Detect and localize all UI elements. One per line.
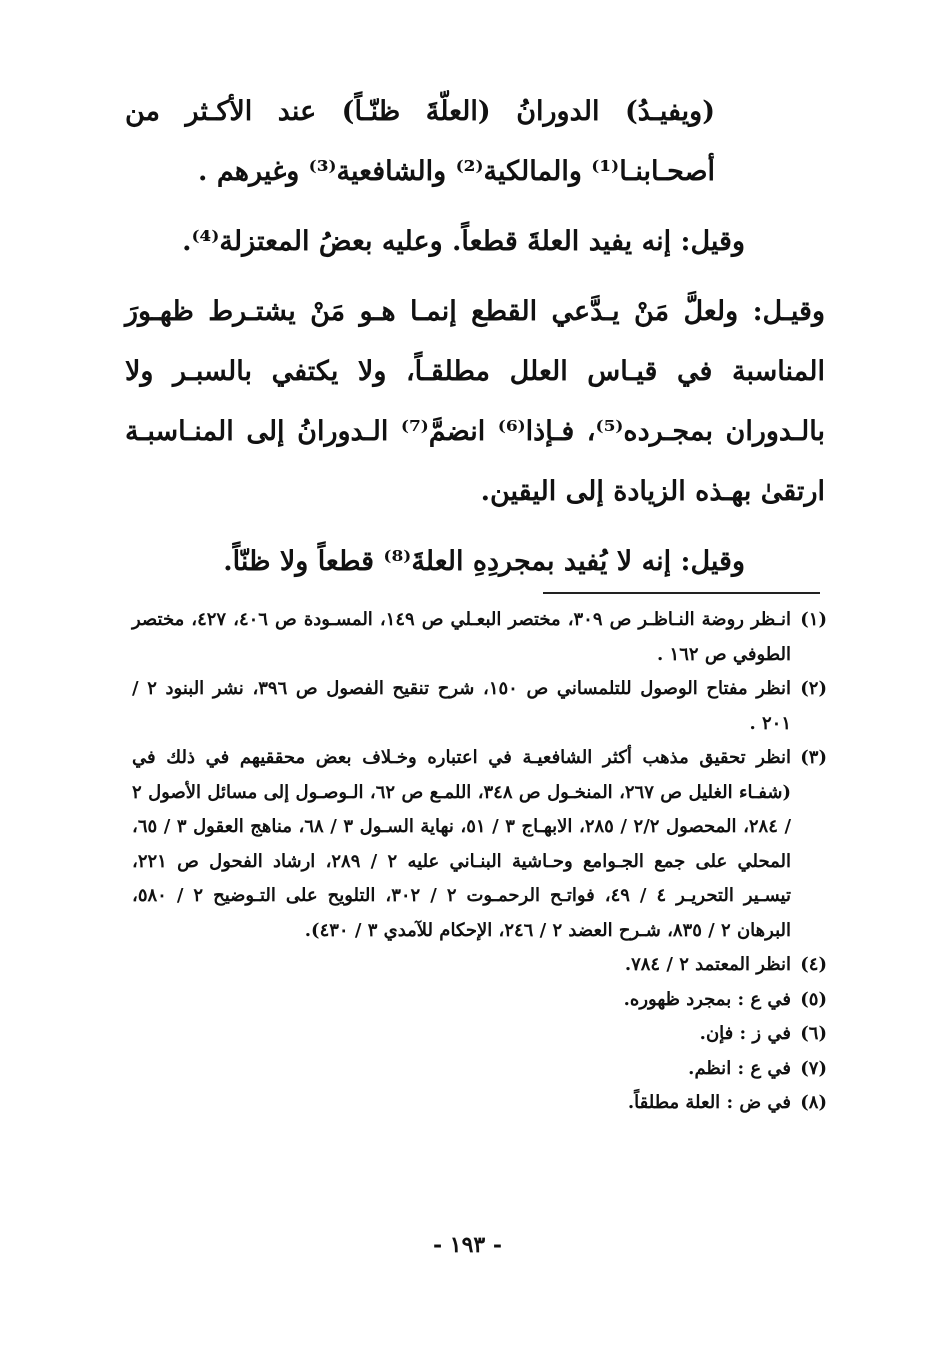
footnote-number: (٤): [800, 954, 827, 975]
footnote-8: [132, 1086, 827, 1121]
footnote-text: في ز : فإن.: [699, 1023, 791, 1044]
footnote-number: (٥): [800, 988, 827, 1010]
footnote-number: (٦): [800, 1023, 827, 1044]
footnote-text: انظر مفتاح الوصول للتلمساني ص ١٥٠، شرح تنقيح الفصول ص ٣٩٦، نشر البنود ٢ / ٢٠١ .: [132, 678, 791, 734]
footnote-text: انظر المعتمد ٢ / ٧٨٤.: [624, 954, 791, 975]
footnote-4: [132, 948, 827, 983]
footnote-text: في ض : العلة مطلقاً.: [627, 1092, 791, 1113]
footnote-text: في ع : انظم.: [688, 1057, 791, 1079]
footnote-number: (٣): [800, 747, 827, 768]
footnote-text: انـظر روضة النـاظـر ص ٣٠٩، مختصر البعـلي ص ١٤٩، المسـودة ص ٤٠٦، ٤٢٧، مختصر الطوفي ص ١٦٢ .: [132, 609, 791, 665]
main-text: [125, 82, 825, 602]
footnotes: [132, 603, 827, 1121]
footnote-text: في ع : بمجرد ظهوره.: [623, 988, 791, 1010]
paragraph-2: وقيل: إنه يفيد العلةَ قطعاً. وعليه بعضُ المعتزلة⁽⁴⁾.: [182, 226, 745, 257]
footnote-number: (٢): [800, 678, 827, 699]
footnote-number: (١): [800, 609, 827, 630]
paragraph-3: وقيـل: ولعلَّ مَنْ يـدَّعي القطع إنمـا هـو مَنْ يشتـرط ظهـورَ المناسبة في قيـاس العلل مطلقـاً، ولا يكتفي بالسبـر ولا بالـدوران بمجـرده⁽⁵⁾، فـإذا⁽⁶⁾ انضمَّ⁽⁷⁾ الـدورانُ إلى المنـاسبـة ارتقىٰ بهـذه الزيادة إلى اليقين.: [125, 296, 825, 507]
footnote-7: [132, 1052, 827, 1087]
paragraph-4: وقيل: إنه لا يُفيد بمجردِهِ العلةَ⁽⁸⁾ قطعاً ولا ظنّاً.: [223, 546, 745, 577]
footnote-number: (٨): [800, 1092, 827, 1113]
paragraph-1: (ويفيـدُ) الدورانُ (العلّةَ ظنّـاً) عند الأكـثر من أصحـابنـا⁽¹⁾ والمالكية⁽²⁾ والشافعية⁽³⁾ وغيرهم .: [125, 96, 715, 187]
footnote-5: [132, 983, 827, 1018]
footnote-1: [132, 603, 827, 672]
page-number: - ١٩٣ -: [432, 1232, 503, 1258]
footnote-separator: [543, 592, 820, 594]
footnote-6: [132, 1017, 827, 1052]
footnote-number: (٧): [800, 1057, 827, 1079]
footnote-2: [132, 672, 827, 741]
footnote-3: [132, 741, 827, 948]
footnote-text: انظر تحقيق مذهب أكثر الشافعيـة في اعتباره وخـلاف بعض محققيهم في ذلك في (شفـاء الغليل ص ٢٦٧، المنخـول ص ٣٤٨، اللمـع ص ٦٢، الـوصـول إلى مسائل الأصول ٢ / ٢٨٤، المحصول ٢/٢ / ٢٨٥، الابهـاج ٣ / ٥١، نهاية السـول ٣ / ٦٨، مناهج العقول ٣ / ٦٥، المحلي على جمع الجـوامع وحـاشية البنـاني عليه ٢ / ٢٨٩، ارشاد الفحول ص ٢٢١، تيسـير التحريـر ٤ / ٤٩، فواتـح الرحمـوت ٢ / ٣٠٢، التلويح على التـوضيح ٢ / ٥٨٠، البرهان ٢ / ٨٣٥، شـرح العضد ٢ / ٢٤٦، الإحكام للآمدي ٣ / ٤٣٠).: [132, 747, 792, 941]
